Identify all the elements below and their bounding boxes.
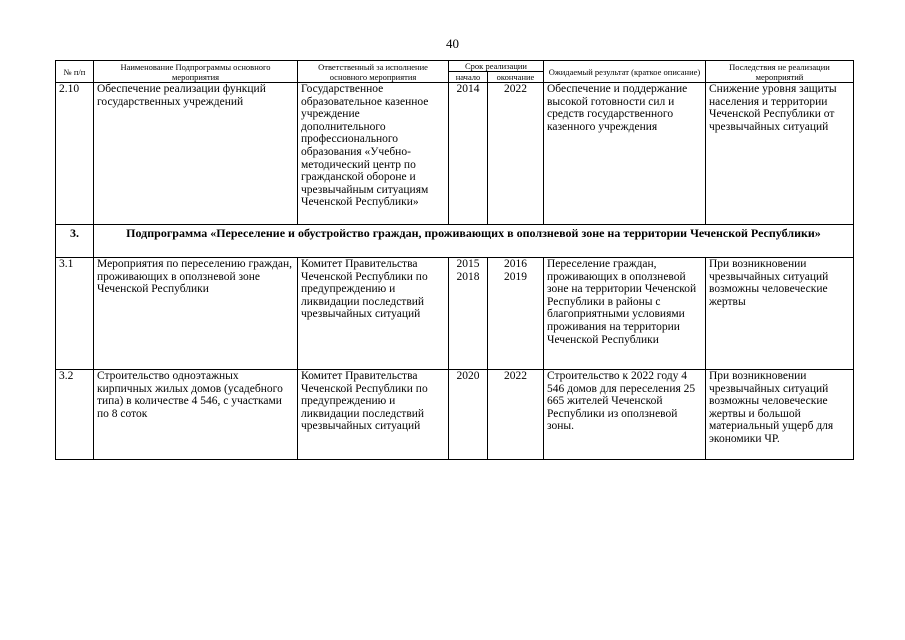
row-end: 2016 2019 bbox=[488, 258, 544, 370]
row-responsible: Комитет Правительства Чеченской Республики по предупреждению и ликвидации последствий чрезвычайных ситуаций bbox=[298, 258, 449, 370]
row-start: 2015 2018 bbox=[449, 258, 488, 370]
row-result: Обеспечение и поддержание высокой готовности сил и средств государственного казенного учреждения bbox=[544, 83, 706, 225]
page-number: 40 bbox=[446, 36, 459, 51]
table-row-3-1 bbox=[56, 258, 854, 370]
row-num: 3.2 bbox=[56, 370, 94, 460]
subprogram-row bbox=[56, 225, 854, 258]
row-consequences: При возникновении чрезвычайных ситуаций возможны человеческие жертвы и большой материальный ущерб для экономики ЧР. bbox=[706, 370, 854, 460]
subprogram-num: 3. bbox=[56, 225, 94, 258]
header-consequences: Последствия не реализации мероприятий bbox=[706, 61, 854, 83]
header-period: Срок реализации bbox=[449, 61, 544, 72]
row-consequences: Снижение уровня защиты населения и территории Чеченской Республики от чрезвычайных ситуаций bbox=[706, 83, 854, 225]
header-responsible: Ответственный за исполнение основного мероприятия bbox=[298, 61, 449, 83]
row-result: Строительство к 2022 году 4 546 домов для переселения 25 665 жителей Чеченской Республики из оползневой зоны. bbox=[544, 370, 706, 460]
row-num: 2.10 bbox=[56, 83, 94, 225]
row-name: Обеспечение реализации функций государственных учреждений bbox=[94, 83, 298, 225]
plan-table bbox=[55, 60, 854, 460]
header-end: окончание bbox=[488, 72, 544, 83]
header-num: № п/п bbox=[56, 61, 94, 83]
row-result: Переселение граждан, проживающих в оползневой зоне на территории Чеченской Республики в районы с благоприятными условиями проживания на территории Чеченской Республики bbox=[544, 258, 706, 370]
row-start: 2020 bbox=[449, 370, 488, 460]
row-end: 2022 bbox=[488, 370, 544, 460]
row-start: 2014 bbox=[449, 83, 488, 225]
subprogram-title: Подпрограмма «Переселение и обустройство граждан, проживающих в оползневой зоне на территории Чеченской Республики» bbox=[94, 225, 854, 258]
header-name: Наименование Подпрограммы основного мероприятия bbox=[94, 61, 298, 83]
header-result: Ожидаемый результат (краткое описание) bbox=[544, 61, 706, 83]
table-row-2-10 bbox=[56, 83, 854, 225]
table-row-3-2 bbox=[56, 370, 854, 460]
row-responsible: Комитет Правительства Чеченской Республики по предупреждению и ликвидации последствий чрезвычайных ситуаций bbox=[298, 370, 449, 460]
row-name: Мероприятия по переселению граждан, проживающих в оползневой зоне Чеченской Республики bbox=[94, 258, 298, 370]
row-end: 2022 bbox=[488, 83, 544, 225]
row-name: Строительство одноэтажных кирпичных жилых домов (усадебного типа) в количестве 4 546, с участками по 8 соток bbox=[94, 370, 298, 460]
row-responsible: Государственное образовательное казенное учреждение дополнительного профессионального образования «Учебно-методический центр по гражданской обороне и чрезвычайным ситуациям Чеченской Республики» bbox=[298, 83, 449, 225]
header-start: начало bbox=[449, 72, 488, 83]
header-row-1 bbox=[56, 61, 854, 72]
row-num: 3.1 bbox=[56, 258, 94, 370]
row-consequences: При возникновении чрезвычайных ситуаций возможны человеческие жертвы bbox=[706, 258, 854, 370]
